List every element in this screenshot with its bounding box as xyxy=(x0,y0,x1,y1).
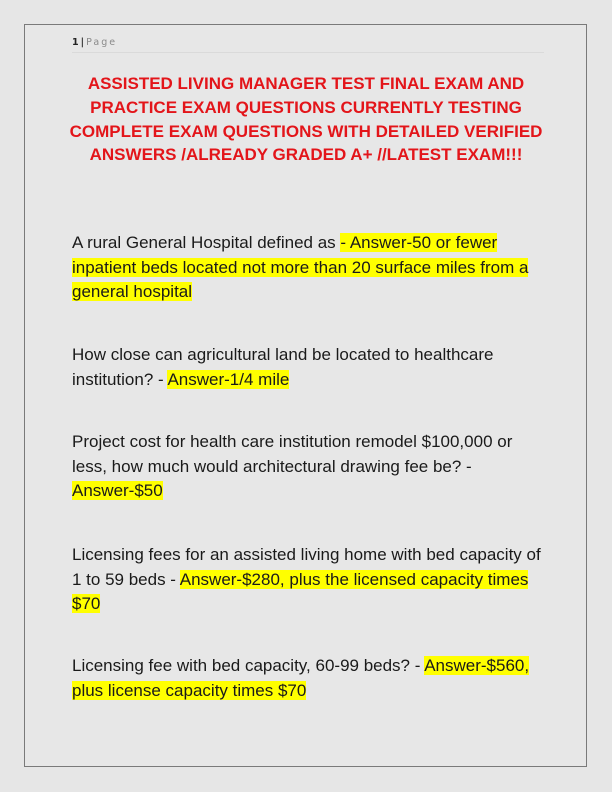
answer-text: Answer-$50 xyxy=(72,481,163,500)
answer-text: Answer-$280, plus the licensed capacity times $70 xyxy=(72,569,529,613)
document-title: ASSISTED LIVING MANAGER TEST FINAL EXAM AND PRACTICE EXAM QUESTIONS CURRENTLY TESTING COMPLETE EXAM QUESTIONS WITH DETAILED VERIFIED ANSWERS /ALREADY GRADED A+ //LATEST EXAM!!! xyxy=(69,74,543,165)
question-text: How close can agricultural land be located to healthcare institution? - xyxy=(72,345,494,389)
page-header xyxy=(72,36,544,53)
answer-text: Answer-1/4 mile xyxy=(167,369,290,389)
qa-item-4 xyxy=(72,543,544,617)
header-separator: | xyxy=(80,37,85,48)
qa-item-1 xyxy=(72,231,544,305)
answer-text: - Answer-50 or fewer inpatient beds located not more than 20 surface miles from a general hospital xyxy=(72,233,529,301)
qa-item-2 xyxy=(72,343,544,392)
question-text: Project cost for health care institution remodel $100,000 or less, how much would architectural drawing fee be? - xyxy=(72,432,513,476)
page-number: 1 xyxy=(72,37,79,48)
question-text: Licensing fees for an assisted living home with bed capacity of 1 to 59 beds - xyxy=(72,545,541,589)
question-text: Licensing fee with bed capacity, 60-99 beds? - xyxy=(72,656,425,675)
document-page xyxy=(24,24,587,767)
qa-item-3 xyxy=(72,430,544,504)
question-text: A rural General Hospital defined as xyxy=(72,233,341,252)
answer-text: Answer-$560, plus license capacity times $70 xyxy=(72,656,530,700)
qa-item-5 xyxy=(72,654,544,703)
page-label: Page xyxy=(86,37,118,48)
